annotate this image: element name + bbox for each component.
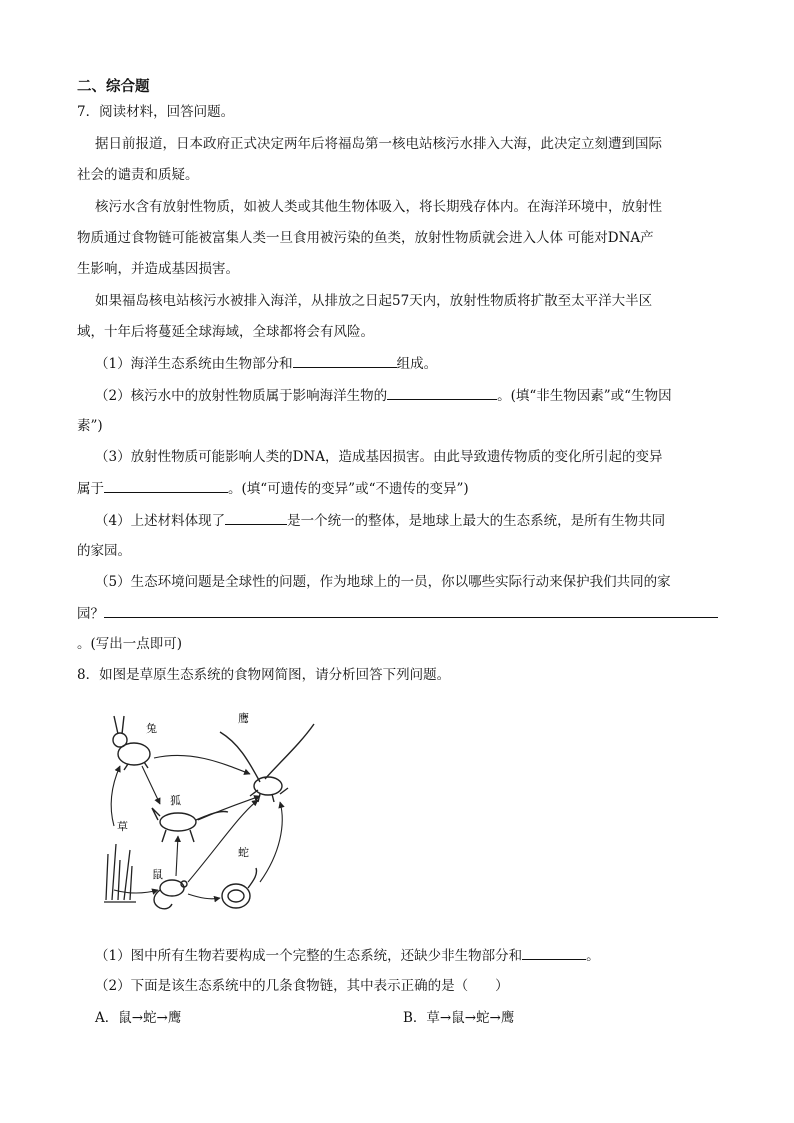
q7-sub2-text-a: （2）核污水中的放射性物质属于影响海洋生物的 [95, 388, 388, 404]
q7-sub5-answer-blank[interactable] [104, 603, 718, 618]
q7-sub2-answer-blank[interactable] [387, 385, 497, 400]
q7-sub5 [77, 603, 718, 624]
q7-sub2 [95, 385, 672, 406]
arrow-rabbit-to-fox [142, 766, 160, 804]
arrow-rabbit-to-eagle [154, 755, 250, 774]
rabbit-label: 兔 [146, 722, 157, 735]
snake-icon [222, 868, 257, 908]
q7-para2-line3: 生影响，并造成基因损害。 [77, 261, 239, 277]
q7-para3-line2: 域，十年后将蔓延全球海域，全球都将会有风险。 [77, 324, 374, 340]
q7-sub4-answer-blank[interactable] [225, 510, 287, 525]
arrow-fox-to-eagle [198, 796, 260, 820]
q7-sub2-text-b: 。(填“非生物因素”或“生物因 [497, 388, 672, 404]
mouse-icon [154, 880, 187, 909]
snake-label: 蛇 [238, 846, 249, 859]
q7-sub4-text-b: 是一个统一的整体，是地球上最大的生态系统，是所有生物共同 [287, 513, 666, 529]
section-title: 二、综合题 [77, 79, 150, 95]
q8-sub1 [95, 945, 600, 966]
fox-label: 狐 [170, 794, 181, 807]
q8-sub1-text-a: （1）图中所有生物若要构成一个完整的生态系统，还缺少非生物部分和 [95, 948, 523, 964]
fox-icon [152, 808, 228, 842]
arrow-mouse-to-snake [188, 894, 220, 899]
q7-para1-line1: 据日前报道，日本政府正式决定两年后将福岛第一核电站核污水排入大海，此决定立刻遭到国际 [95, 136, 662, 152]
q7-sub3-text-a: （3）放射性物质可能影响人类的DNA，造成基因损害。由此导致遗传物质的变化所引起的变异 [95, 449, 663, 465]
q7-para2-line2: 物质通过食物链可能被富集人类一旦食用被污染的鱼类，放射性物质就会进入人体 可能对DNA产 [77, 230, 654, 246]
q7-sub1 [95, 353, 437, 374]
q7-sub5-text-a: （5）生态环境问题是全球性的问题，作为地球上的一员，你以哪些实际行动来保护我们共同的家 [95, 574, 671, 590]
q8-sub1-answer-blank[interactable] [522, 945, 586, 960]
q7-sub3-text-b: 属于 [77, 481, 104, 497]
arrow-grass-to-rabbit [111, 766, 120, 826]
q7-sub5-text-b: 园？ [77, 606, 104, 622]
q7-sub1-text-b: 组成。 [396, 356, 438, 372]
q7-para1-line2: 社会的谴责和质疑。 [77, 167, 199, 183]
q8-option-b[interactable]: B．草→鼠→蛇→鹰 [403, 1010, 515, 1026]
q7-sub3-text-c: 。(填“可遗传的变异”或“不遗传的变异”) [228, 481, 469, 497]
arrow-grass-to-mouse [114, 890, 158, 893]
q7-para3-line1: 如果福岛核电站核污水被排入海洋，从排放之日起57天内，放射性物质将扩散至太平洋大半区 [95, 293, 653, 309]
eagle-icon [220, 724, 314, 802]
grass-label: 草 [117, 820, 128, 833]
arrow-mouse-to-eagle [188, 800, 258, 882]
q7-sub4-text-a: （4）上述材料体现了 [95, 513, 226, 529]
q8-sub1-text-b: 。 [586, 948, 600, 964]
q7-para2-line1: 核污水含有放射性物质，如被人类或其他生物体吸入，将长期残存体内。在海洋环境中，放射性 [95, 199, 662, 215]
q8-stem: 8．如图是草原生态系统的食物网简图，请分析回答下列问题。 [77, 667, 451, 683]
q7-sub4 [95, 510, 665, 531]
rabbit-icon [113, 716, 150, 770]
arrow-snake-to-eagle [260, 802, 282, 882]
q7-sub3 [77, 478, 469, 499]
eagle-label: 鹰 [238, 712, 249, 725]
q7-sub4-text-c: 的家园。 [77, 543, 131, 559]
q7-sub5-text-c: 。(写出一点即可) [77, 636, 183, 652]
q7-stem: 7．阅读材料，回答问题。 [77, 104, 235, 120]
arrow-mouse-to-fox [176, 836, 178, 876]
q7-sub1-text-a: （1）海洋生态系统由生物部分和 [95, 356, 293, 372]
q7-sub3-answer-blank[interactable] [104, 478, 228, 493]
q8-option-a[interactable]: A．鼠→蛇→鹰 [95, 1010, 182, 1026]
food-web-diagram [100, 704, 326, 930]
q8-sub2: （2）下面是该生态系统中的几条食物链，其中表示正确的是（ ） [95, 978, 509, 994]
q7-sub1-answer-blank[interactable] [293, 353, 397, 368]
mouse-label: 鼠 [152, 868, 163, 881]
q7-sub2-text-c: 素”) [77, 418, 103, 434]
